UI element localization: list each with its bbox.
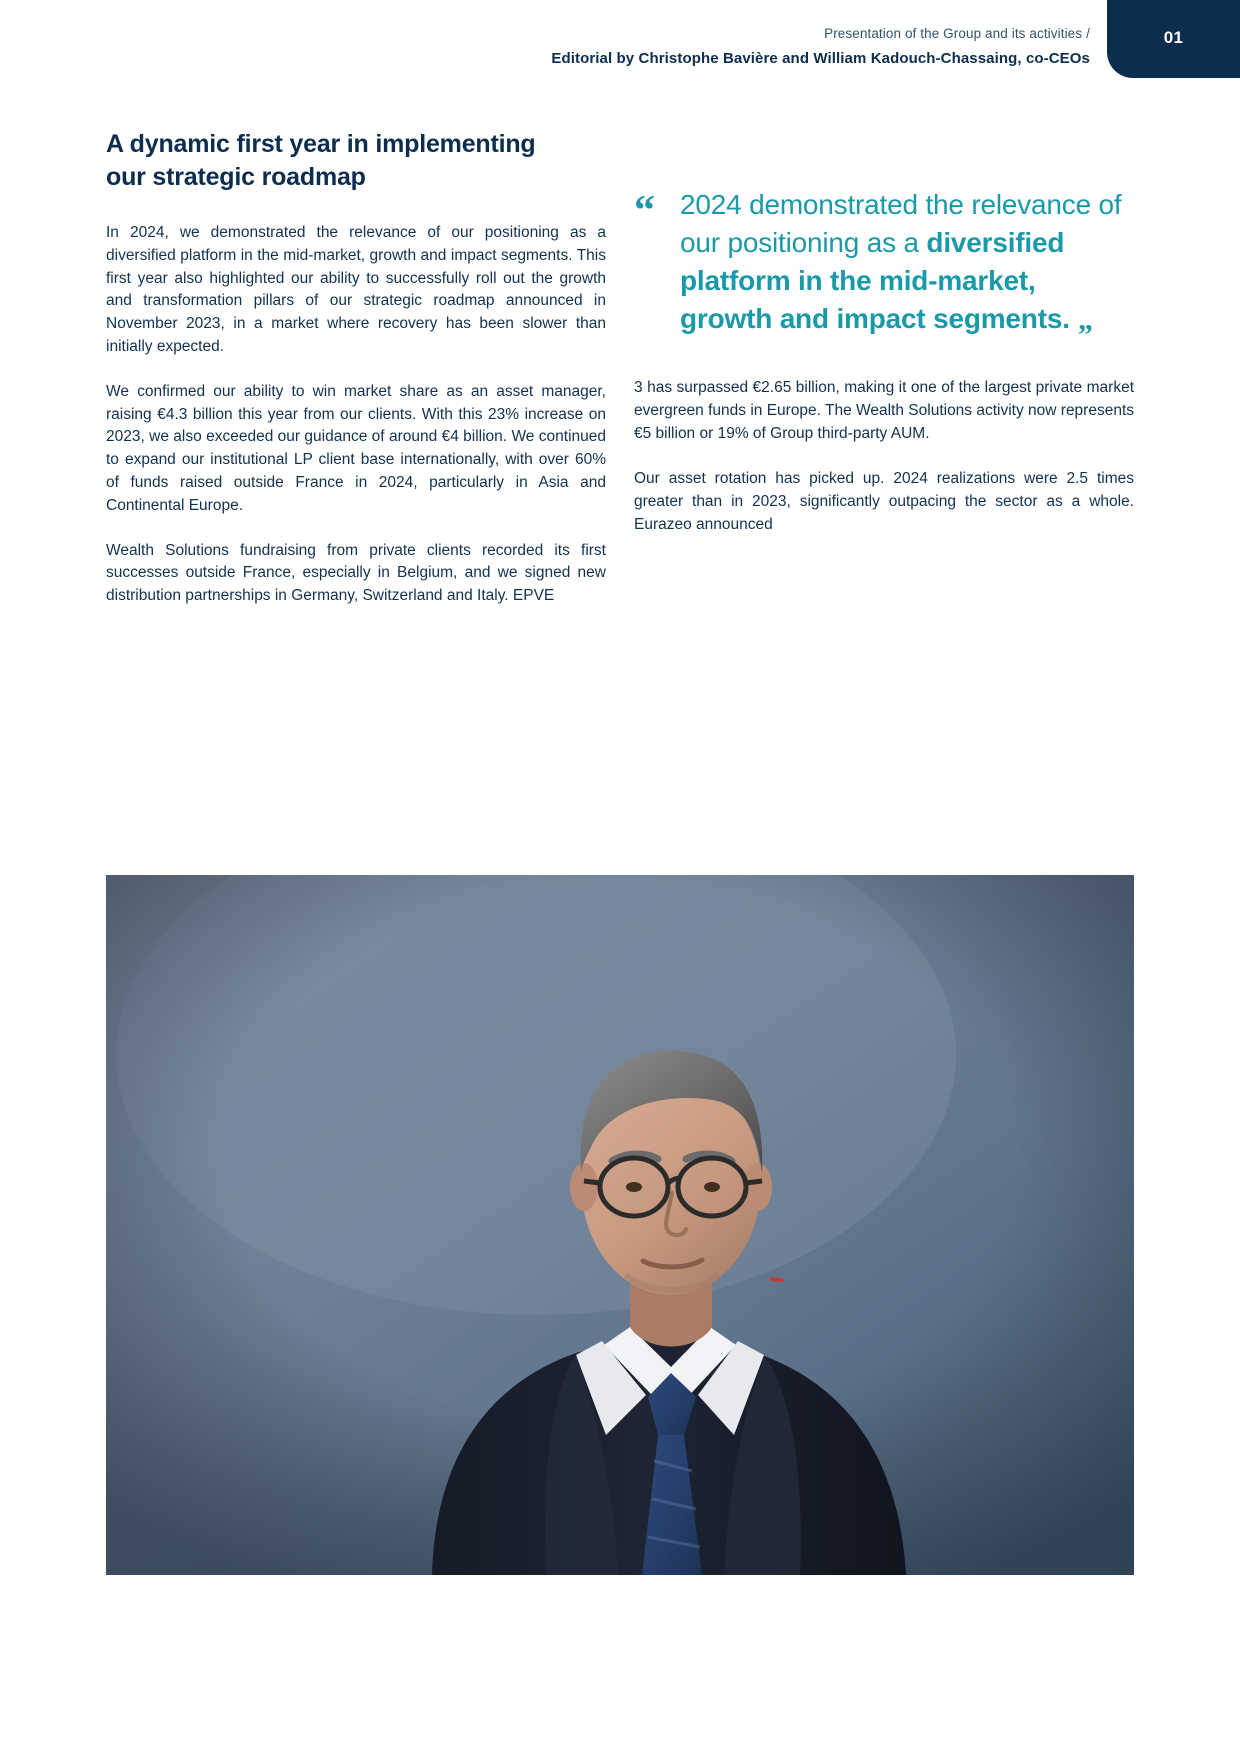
header-section-text: Presentation of the Group and its activities xyxy=(824,26,1083,41)
paragraph: In 2024, we demonstrated the relevance of our positioning as a diversified platform in the mid-market, growth and impact segments. This first year also highlighted our ability to successfully roll out the growth and transformation pillars of our strategic roadmap announced in November 2023, in a market where recovery has been slower than initially expected. xyxy=(106,224,606,355)
quote-text xyxy=(680,186,1134,338)
paragraph: Our asset rotation has picked up. 2024 realizations were 2.5 times greater than in 2023, significantly outpacing the sector as a whole. Eurazeo announced xyxy=(634,470,1134,533)
portrait-illustration xyxy=(106,875,1134,1575)
header-separator: / xyxy=(1086,26,1090,41)
paragraph: We confirmed our ability to win market share as an asset manager, raising €4.3 billion this year from our clients. With this 23% increase on 2023, we also exceeded our guidance of around €4 billion. We continued to expand our institutional LP client base internationally, with over 60% of funds raised outside France in 2024, particularly in Asia and Continental Europe. xyxy=(106,382,606,514)
quote-bold-text: diversified platform in the mid-market, growth and impact segments. xyxy=(680,227,1070,334)
page-header xyxy=(0,0,1240,82)
quote-close-icon: “ xyxy=(1077,307,1093,340)
quote-lead-in: as a xyxy=(866,227,927,258)
portrait-photo xyxy=(106,875,1134,1575)
quote-open-icon: “ xyxy=(634,188,655,234)
left-column xyxy=(106,128,606,608)
quote-light-text: 2024 demonstrated the relevance of our positioning xyxy=(680,189,1122,258)
right-column xyxy=(634,128,1134,536)
page-number: 01 xyxy=(1163,28,1184,47)
paragraph: 3 has surpassed €2.65 billion, making it one of the largest private market evergreen funds in Europe. The Wealth Solutions activity now represents €5 billion or 19% of Group third-party AUM. xyxy=(634,379,1135,442)
paragraph: Wealth Solutions fundraising from private clients recorded its first successes outside France, especially in Belgium, and we signed new distribution partnerships in Germany, Switzerland and Italy. EPVE xyxy=(106,541,606,605)
header-section-label xyxy=(824,26,1090,41)
header-subtitle: Editorial by Christophe Bavière and William Kadouch-Chassaing, co-CEOs xyxy=(551,50,1090,67)
page-title: A dynamic first year in implementing our strategic roadmap xyxy=(106,130,536,191)
pull-quote xyxy=(634,186,1134,338)
